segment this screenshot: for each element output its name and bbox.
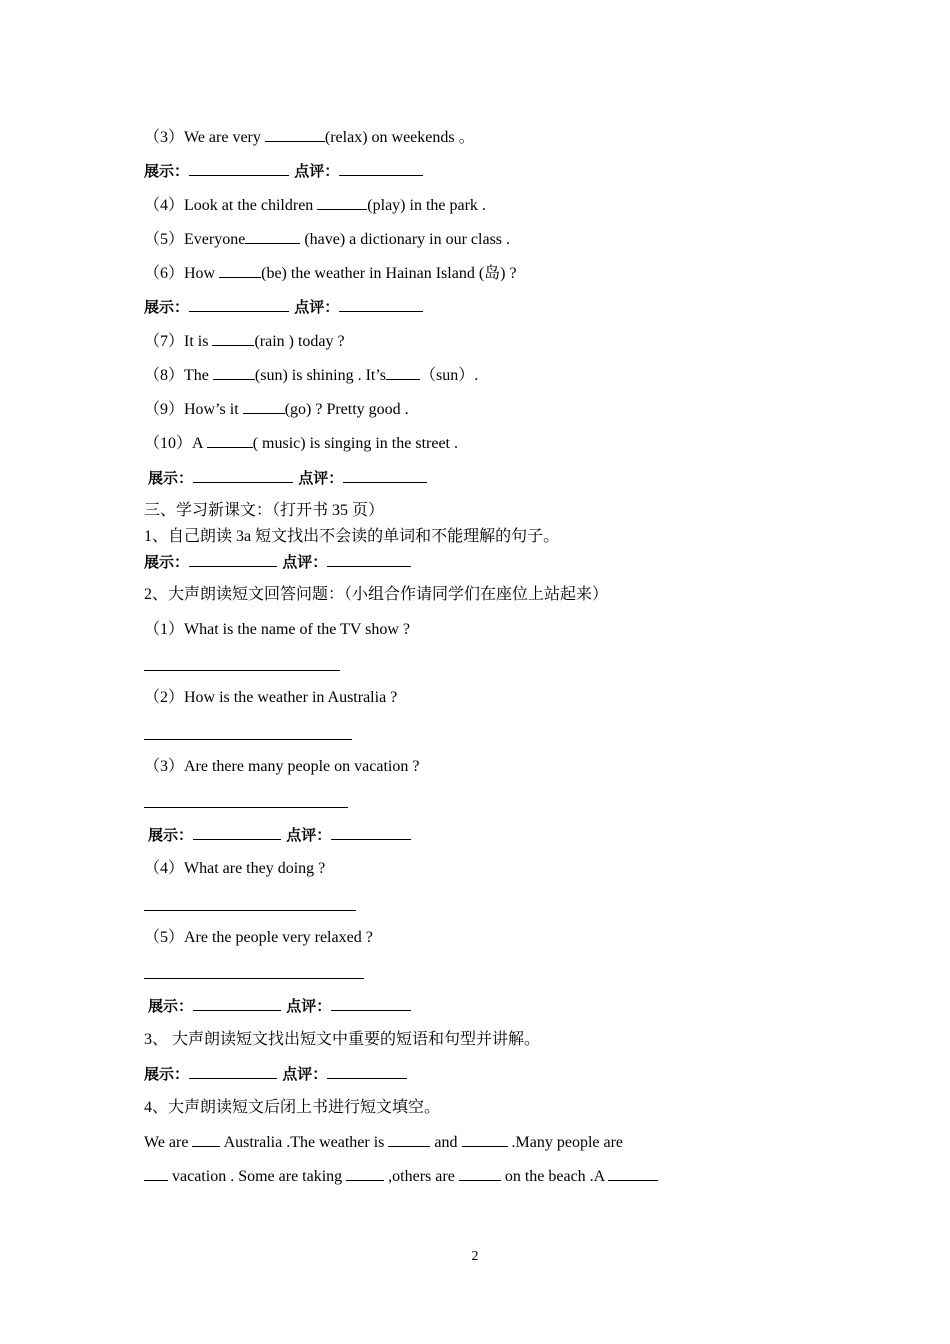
blank [144,1166,168,1181]
blank [193,996,281,1011]
show-comment-row: 展示： 点评： [148,996,411,1016]
section-heading: 三、学习新课文：（打开书 35 页） [144,502,385,519]
blank [265,127,325,142]
blank [189,552,277,567]
answer-line [144,910,356,911]
exercise-6: （6）How (be) the weather in Hainan Island (岛) ? [144,265,517,282]
show-comment-row: 展示： 点评： [148,825,411,845]
blank [317,195,367,210]
show-comment-row: 展示： 点评： [148,468,427,488]
exercise-4: （4）Look at the children (play) in the park . [144,197,486,214]
blank [459,1166,501,1181]
blank [219,263,261,278]
answer-line [144,978,364,979]
blank [339,161,423,176]
show-comment-row: 展示： 点评： [144,552,411,572]
blank [462,1132,508,1147]
blank [339,297,423,312]
blank [386,365,420,380]
exercise-10: （10）A ( music) is singing in the street . [144,435,458,452]
question-2: （2）How is the weather in Australia ? [144,689,398,706]
blank [189,161,289,176]
exercise-9: （9）How’s it (go) ? Pretty good . [144,401,409,418]
blank [207,433,253,448]
question-3: （3）Are there many people on vacation ? [144,758,420,775]
blank [343,468,427,483]
blank [331,996,411,1011]
blank [346,1166,384,1181]
show-comment-row: 展示： 点评： [144,1064,407,1084]
blank [608,1166,658,1181]
blank [193,825,281,840]
show-comment-row: 展示： 点评： [144,161,423,181]
blank [192,1132,220,1147]
answer-line [144,807,348,808]
question-1: （1）What is the name of the TV show ? [144,621,411,638]
task-2: 2、大声朗读短文回答问题：（小组合作请同学们在座位上站起来） [144,586,609,603]
blank [331,825,411,840]
blank [193,468,293,483]
exercise-8: （8）The (sun) is shining . It’s （sun）. [144,367,479,384]
cloze-line-2: vacation . Some are taking ,others are on the beach .A [144,1166,658,1187]
show-comment-row: 展示： 点评： [144,297,423,317]
blank [245,229,300,244]
page-number: 2 [471,1249,479,1264]
answer-line [144,670,340,671]
answer-line [144,739,352,740]
task-1: 1、自己朗读 3a 短文找出不会读的单词和不能理解的句子。 [144,528,560,545]
blank [212,331,254,346]
task-3: 3、 大声朗读短文找出短文中重要的短语和句型并讲解。 [144,1031,541,1048]
exercise-3: （3）We are very (relax) on weekends 。 [144,129,475,146]
blank [327,552,411,567]
task-4: 4、大声朗读短文后闭上书进行短文填空。 [144,1099,441,1116]
blank [213,365,255,380]
blank [243,399,285,414]
question-5: （5）Are the people very relaxed ? [144,929,373,946]
cloze-line-1: We are Australia .The weather is and .Many people are [144,1134,624,1151]
blank [189,297,289,312]
exercise-5: （5）Everyone (have) a dictionary in our class . [144,231,511,248]
exercise-7: （7）It is (rain ) today ? [144,333,345,350]
blank [327,1064,407,1079]
question-4: （4）What are they doing ? [144,860,326,877]
blank [388,1132,430,1147]
blank [189,1064,277,1079]
